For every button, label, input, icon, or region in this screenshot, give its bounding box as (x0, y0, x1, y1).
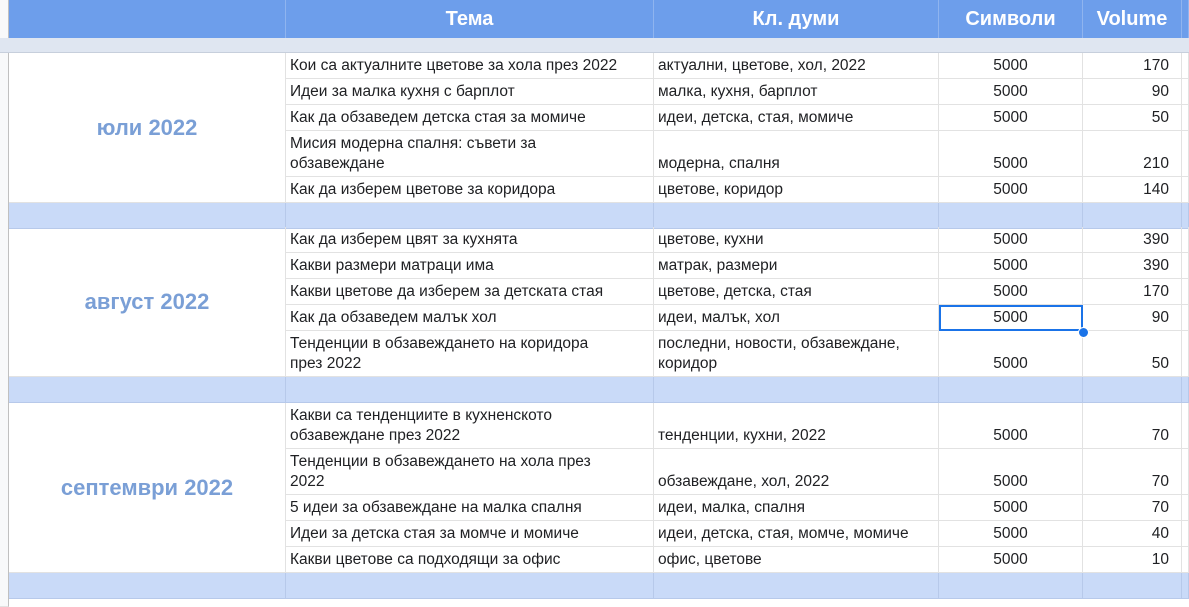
topic-cell[interactable]: Тенденции в обзавеждането на коридора през 2022 (286, 331, 654, 377)
volume-cell[interactable]: 210 (1083, 131, 1182, 177)
chars-cell[interactable]: 5000 (939, 131, 1083, 177)
selected-cell[interactable]: 5000 (939, 305, 1083, 331)
chars-cell[interactable]: 5000 (939, 495, 1083, 521)
separator-row-cell[interactable] (1182, 573, 1189, 599)
topic-cell[interactable]: Как да обзаведем детска стая за момиче (286, 105, 654, 131)
overflow-cell[interactable] (1182, 403, 1189, 449)
header-topic[interactable]: Тема (286, 0, 654, 38)
chars-cell[interactable]: 5000 (939, 279, 1083, 305)
chars-cell[interactable]: 5000 (939, 521, 1083, 547)
overflow-cell[interactable] (1182, 79, 1189, 105)
separator-row-cell[interactable] (1083, 573, 1182, 599)
keywords-cell[interactable]: цветове, коридор (654, 177, 939, 203)
month-label-cell[interactable]: септември 2022 (9, 403, 286, 573)
separator-row-cell[interactable] (939, 573, 1083, 599)
topic-cell[interactable]: 5 идеи за обзавеждане на малка спалня (286, 495, 654, 521)
separator-row-cell[interactable] (9, 203, 286, 229)
chars-cell[interactable]: 5000 (939, 403, 1083, 449)
keywords-cell[interactable]: матрак, размери (654, 253, 939, 279)
volume-cell[interactable]: 10 (1083, 547, 1182, 573)
volume-cell[interactable]: 140 (1083, 177, 1182, 203)
overflow-cell[interactable] (1182, 547, 1189, 573)
volume-cell[interactable]: 170 (1083, 53, 1182, 79)
chars-cell[interactable]: 5000 (939, 331, 1083, 377)
volume-cell[interactable]: 70 (1083, 403, 1182, 449)
keywords-cell[interactable]: малка, кухня, барплот (654, 79, 939, 105)
chars-cell[interactable]: 5000 (939, 105, 1083, 131)
topic-cell[interactable]: Какви размери матраци има (286, 253, 654, 279)
overflow-cell[interactable] (1182, 131, 1189, 177)
separator-row-cell[interactable] (1083, 377, 1182, 403)
topic-cell[interactable]: Как да изберем цветове за коридора (286, 177, 654, 203)
separator-row-cell[interactable] (1182, 203, 1189, 229)
keywords-cell[interactable]: последни, новости, обзавеждане, коридор (654, 331, 939, 377)
keywords-cell[interactable]: идеи, детска, стая, момиче (654, 105, 939, 131)
separator-row-cell[interactable] (286, 573, 654, 599)
header-month-column[interactable] (9, 0, 286, 38)
topic-cell[interactable]: Кои са актуалните цветове за хола през 2022 (286, 53, 654, 79)
keywords-cell[interactable]: идеи, детска, стая, момче, момиче (654, 521, 939, 547)
chars-cell[interactable]: 5000 (939, 253, 1083, 279)
volume-cell[interactable]: 50 (1083, 105, 1182, 131)
overflow-cell[interactable] (1182, 105, 1189, 131)
header-chars[interactable]: Символи (939, 0, 1083, 38)
topic-cell[interactable]: Как да изберем цвят за кухнята (286, 227, 654, 253)
volume-cell[interactable]: 70 (1083, 449, 1182, 495)
volume-cell[interactable]: 170 (1083, 279, 1182, 305)
overflow-cell[interactable] (1182, 305, 1189, 331)
keywords-cell[interactable]: обзавеждане, хол, 2022 (654, 449, 939, 495)
keywords-cell[interactable]: офис, цветове (654, 547, 939, 573)
header-next-column[interactable] (1182, 0, 1189, 38)
topic-cell[interactable]: Какви са тенденциите в кухненското обзавеждане през 2022 (286, 403, 654, 449)
month-label-cell[interactable]: юли 2022 (9, 53, 286, 203)
volume-cell[interactable]: 90 (1083, 305, 1182, 331)
topic-cell[interactable]: Мисия модерна спалня: съвети за обзавеждане (286, 131, 654, 177)
month-label-cell[interactable]: август 2022 (9, 227, 286, 377)
overflow-cell[interactable] (1182, 253, 1189, 279)
separator-row-cell[interactable] (654, 203, 939, 229)
header-keywords[interactable]: Кл. думи (654, 0, 939, 38)
separator-row-cell[interactable] (1083, 203, 1182, 229)
separator-row-cell[interactable] (9, 573, 286, 599)
keywords-cell[interactable]: актуални, цветове, хол, 2022 (654, 53, 939, 79)
chars-cell[interactable]: 5000 (939, 227, 1083, 253)
topic-cell[interactable]: Тенденции в обзавеждането на хола през 2022 (286, 449, 654, 495)
keywords-cell[interactable]: тенденции, кухни, 2022 (654, 403, 939, 449)
keywords-cell[interactable]: идеи, малък, хол (654, 305, 939, 331)
volume-cell[interactable]: 390 (1083, 253, 1182, 279)
keywords-cell[interactable]: идеи, малка, спалня (654, 495, 939, 521)
overflow-cell[interactable] (1182, 449, 1189, 495)
separator-row-cell[interactable] (939, 377, 1083, 403)
chars-cell[interactable]: 5000 (939, 547, 1083, 573)
header-volume[interactable]: Volume (1083, 0, 1182, 38)
topic-cell[interactable]: Какви цветове да изберем за детската стая (286, 279, 654, 305)
separator-row-cell[interactable] (9, 377, 286, 403)
volume-cell[interactable]: 390 (1083, 227, 1182, 253)
row-header-column[interactable] (0, 0, 9, 607)
topic-cell[interactable]: Какви цветове са подходящи за офис (286, 547, 654, 573)
topic-cell[interactable]: Как да обзаведем малък хол (286, 305, 654, 331)
volume-cell[interactable]: 70 (1083, 495, 1182, 521)
volume-cell[interactable]: 50 (1083, 331, 1182, 377)
overflow-cell[interactable] (1182, 521, 1189, 547)
overflow-cell[interactable] (1182, 279, 1189, 305)
separator-row-cell[interactable] (654, 573, 939, 599)
overflow-cell[interactable] (1182, 177, 1189, 203)
keywords-cell[interactable]: цветове, кухни (654, 227, 939, 253)
chars-cell[interactable]: 5000 (939, 53, 1083, 79)
separator-row-cell[interactable] (1182, 377, 1189, 403)
topic-cell[interactable]: Идеи за детска стая за момче и момиче (286, 521, 654, 547)
fill-handle[interactable] (1078, 327, 1089, 338)
volume-cell[interactable]: 40 (1083, 521, 1182, 547)
overflow-cell[interactable] (1182, 53, 1189, 79)
separator-row-cell[interactable] (939, 203, 1083, 229)
chars-cell[interactable]: 5000 (939, 79, 1083, 105)
frozen-divider (0, 38, 1189, 53)
overflow-cell[interactable] (1182, 227, 1189, 253)
chars-cell[interactable]: 5000 (939, 449, 1083, 495)
volume-cell[interactable]: 90 (1083, 79, 1182, 105)
separator-row-cell[interactable] (286, 203, 654, 229)
overflow-cell[interactable] (1182, 495, 1189, 521)
chars-cell[interactable]: 5000 (939, 177, 1083, 203)
separator-row-cell[interactable] (286, 377, 654, 403)
keywords-cell[interactable]: модерна, спалня (654, 131, 939, 177)
overflow-cell[interactable] (1182, 331, 1189, 377)
separator-row-cell[interactable] (654, 377, 939, 403)
topic-cell[interactable]: Идеи за малка кухня с барплот (286, 79, 654, 105)
keywords-cell[interactable]: цветове, детска, стая (654, 279, 939, 305)
